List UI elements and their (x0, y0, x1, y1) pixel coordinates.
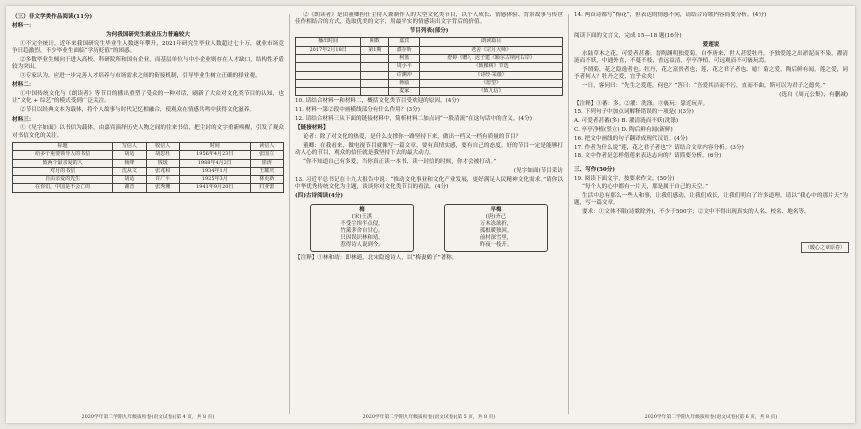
question: 12. 请结合材料三从下面的链接材料中，简析材料二加点词“一股清流”在这句话中的含义。(4分) (295, 116, 532, 123)
table-cell: 1925年3月 (179, 176, 250, 184)
poem-section-title: (四)古诗阅读(4分) (295, 193, 344, 200)
table-cell (361, 71, 389, 79)
question: 16. 把文中画线的句子翻译成现代汉语。(4分) (574, 135, 688, 142)
table-cell: 周小平 (389, 63, 420, 71)
table-cell: 张兆和 (146, 167, 179, 175)
table-cell: 舒婷《赠》，迟子建《额尔古纳河右岸》 (420, 54, 563, 62)
table-cell: 归亚蕾 (250, 184, 283, 192)
letters-table (12, 142, 284, 193)
material-label: 材料三： (12, 116, 35, 123)
table-cell: 钱瑗 (146, 159, 179, 167)
table-header: 时间 (179, 142, 250, 150)
prompt-quote: “每个人的心中都有一片天，那是属于自己的天空。” (582, 184, 708, 191)
paragraph: ②节目以经典文本为载体，将个人故事与时代记忆相融合，使观众在情感共鸣中获得文化滋养。 (20, 107, 255, 114)
table-title: 节目列表(部分) (409, 28, 449, 35)
table-row (13, 159, 284, 167)
table-row (296, 63, 563, 71)
writing-section: 三、写作(50分) (574, 166, 616, 173)
table-cell (361, 88, 389, 96)
column-divider (568, 14, 569, 414)
column-divider (289, 14, 290, 414)
table-cell: 第1期 (361, 46, 389, 54)
table-row (13, 167, 284, 175)
table-cell: 胡思杜 (146, 151, 179, 159)
poems-box (295, 204, 563, 252)
option-row: C. 亭亭净植(竖立) D. 陶后鲜有闻(新鲜) (574, 127, 673, 134)
table-cell: 1988年4月2日 (179, 159, 250, 167)
page-footer: 2020学年第二学期九年级质检卷(语文试卷)(第 5 页，共 8 页) (362, 415, 496, 420)
table-cell: 《诗经·采薇》 (420, 71, 563, 79)
quote-source: (见字如面)节目采访 (513, 167, 563, 174)
table-cell: 对月的书信 (13, 167, 113, 175)
page-column-4 (12, 12, 284, 409)
table-cell (296, 88, 361, 96)
table-cell: 许渊冲 (389, 71, 420, 79)
table-cell: 《致儿信》 (420, 88, 563, 96)
table-cell: 自由亲爱的先生 (13, 176, 113, 184)
poem-line: 只因误识林和靖， (340, 234, 384, 241)
quote: “你不知道自己有多爱，当你真正读一本书、读一封信的时候，你才会被打动。” (303, 159, 497, 166)
poem-title: 梅 (359, 206, 365, 213)
table-header: 嘉宾 (389, 38, 420, 46)
table-cell: 杨绛 (113, 159, 146, 167)
paragraph: ①不完全统计，近年来我国研究生毕业生人数逐年攀升，2021年研究生毕业人数超过七十万，就业市场竞争日趋激烈，不少毕业生面临“学历贬值”的困惑。 (12, 40, 284, 55)
table-cell: 徐涛 (250, 159, 283, 167)
table-cell: 《致橡树》节选 (420, 63, 563, 71)
table-cell: 致两个最亲爱的人 (13, 159, 113, 167)
table-row (296, 54, 563, 62)
table-cell: 王耀庆 (250, 167, 283, 175)
link-label: 【链接材料】 (295, 125, 329, 132)
table-row (296, 79, 563, 87)
table-cell: 蒋励 (389, 79, 420, 87)
table-cell: 1956年4月23日 (179, 151, 250, 159)
poem-card (444, 204, 548, 252)
table-header: 读信人 (250, 142, 283, 150)
stamp-label: （暖心之章原卷） (801, 242, 849, 253)
table-cell: 许广平 (146, 176, 179, 184)
table-cell (296, 79, 361, 87)
poem-line: 孤根暖独回。 (479, 227, 513, 234)
table-cell (361, 79, 389, 87)
question: 15. 下列句子中加点词解释错误的一项是( )(3分) (574, 109, 694, 116)
table-cell: 在你们，中国是不会亡的 (13, 184, 113, 192)
question: 13. 习近平总书记在十九大报告中说：“推动文化事业和文化产业发展，更好满足人民精神文化需求。”请你以中华优秀传统文化为主题，谈谈你对文化类节目的看法。(4分) (295, 176, 563, 190)
program-table (295, 37, 563, 96)
poem-line: 不受尘埃半点侵， (340, 220, 384, 227)
table-cell: 麦家 (389, 88, 420, 96)
table-row (296, 88, 563, 96)
table-header: 收信人 (146, 142, 179, 150)
option-row: A. 可爱者甚蕃(多) B. 濯清涟而不妖(洗涤) (574, 118, 679, 125)
note: 【注释】①林和靖：即林逋，北宋隐逸诗人，以“梅妻鹤子”著称。 (295, 254, 458, 261)
table-cell: 张秀珊 (146, 184, 179, 192)
page-footer: 2020学年第二学期九年级质检卷(语文试卷)(第 4 页，共 8 页) (81, 415, 215, 420)
table-row (13, 176, 284, 184)
notes: 【注释】①蕃：多。②濯：洗涤。③亵玩：靠近玩弄。 (574, 100, 709, 107)
table-header: 标题 (13, 142, 113, 150)
page-column-5 (295, 12, 563, 409)
paragraph: 要求：①文体不限(诗歌除外)，不少于500字；②文中不得出现真实的人名、校名、地名等。 (582, 209, 810, 216)
essay-title: 爱莲说 (702, 42, 720, 49)
material-headline: 为何我国研究生就业压力普遍较大 (106, 32, 190, 39)
table-cell: 1934年1月 (179, 167, 250, 175)
paragraph: 予谓菊，花之隐逸者也；牡丹，花之富贵者也；莲，花之君子者也。噫！菊之爱，陶后鲜有闻。莲之爱，同予者何人？牡丹之爱，宜乎众矣！ (574, 66, 848, 81)
table-cell (361, 63, 389, 71)
table-cell: 柯蓝 (389, 54, 420, 62)
section-title: （三）非文学类作品阅读(11分) (12, 14, 93, 20)
paragraph: ②《朗读者》是由董卿担任主持人兼制作人的大型文化类节目，以个人成长、情感体验、背景故事与传世佳作相结合的方式，选取优美的文字，用最平实的情感读出文字背后的价值。 (295, 12, 563, 26)
poem-line: 昨夜一枝开。 (479, 241, 513, 248)
page-footer: 2020学年第二学期九年级质检卷(语文试卷)(第 6 页，共 8 页) (644, 415, 778, 420)
question: 10. 请结合材料一和材料二，概括文化类节目受欢迎的原因。(4分) (295, 98, 460, 105)
poem-line: 惹得诗人说到今。 (340, 241, 384, 248)
table-header: 朗读篇目 (420, 38, 563, 46)
table-cell: 2017年2月18日 (296, 46, 361, 54)
table-row (296, 71, 563, 79)
table-cell: 张国立 (250, 151, 283, 159)
table-header: 写信人 (113, 142, 146, 150)
table-row (13, 184, 284, 192)
exam-sheet (6, 6, 855, 423)
table-cell: 濮存昕 (389, 46, 420, 54)
table-cell (296, 54, 361, 62)
poem-line: 前村深雪里， (479, 234, 513, 241)
question: 14. 两首诗都写“梅花”，但表达的情感不同，请结合诗歌内容简要分析。(4分) (574, 12, 767, 18)
paragraph: ①中国传统文化与《朗读者》等节目的播出重塑了受众的一种对话，刷新了大众对文化类节目的认知，也让“文化 + 综艺”的模式受到广泛关注。 (12, 91, 284, 105)
table-cell: 胡适 (113, 176, 146, 184)
paragraph: ③专家认为，应进一步完善人才培养与市场需求之间的衔接机制，引导毕业生树立正确的择业观。 (20, 73, 261, 80)
table-cell: 给多个重要领导人的书信 (13, 151, 113, 159)
paragraph: 水陆草木之花，可爱者甚蕃。晋陶渊明独爱菊。自李唐来，世人甚爱牡丹。予独爱莲之出淤泥而不染，濯清涟而不妖，中通外直，不蔓不枝，香远益清，亭亭净植，可远观而不可亵玩焉。 (574, 50, 848, 65)
material-label: 材料二： (12, 82, 35, 89)
material-label: 材料一： (12, 23, 35, 30)
table-header: 播出时间 (296, 38, 361, 46)
paragraph: 论者：除了对文化的热爱，是什么支撑你一路坚持下来，做出一档又一档有质量的节目？ (303, 134, 522, 141)
table-cell: 《愿望》 (420, 79, 563, 87)
poem-card (310, 204, 414, 252)
paragraph: 一日，客问曰：“先生之爱莲，何也？”答曰：“吾爱其洁而不污，直而不曲，斯可以为君子之德矣。” (582, 83, 826, 90)
table-cell: 沈从文 (113, 167, 146, 175)
question: 11. 材料一第②段中画横线部分有什么作用？(3分) (295, 107, 420, 114)
table-cell (296, 63, 361, 71)
table-cell: 老舍《宗月大师》 (420, 46, 563, 54)
table-row (13, 151, 284, 159)
table-cell: 谢晋 (113, 184, 146, 192)
paragraph: 生活中总有那么一些人和事，让我们感动，让我们成长，让我们明白了许多道理。请以“我心中的那片天”为题，写一篇文章。 (574, 193, 848, 207)
question: 17. 作者为什么说“莲，花之君子者也”？请结合文章内容分析。(3分) (574, 144, 744, 151)
poem-line: 万木冻欲折， (479, 220, 513, 227)
poem-title: 早梅 (490, 206, 502, 213)
question: 18. 文中作者是怎样借莲来表达志向的？请简要分析。(6分) (574, 153, 722, 160)
essay-source: (选自《周元公集》，有删减) (779, 91, 848, 98)
table-cell (361, 54, 389, 62)
paragraph: 董卿：在我看来，做电视节目就像写一篇文章，要有真情实感，要有自己的态度。好的节目一定是能够打动人心的节目，观众的信任就是我坚持下去的最大动力。 (295, 142, 563, 157)
poem-line: 竹篱茅舍自甘心。 (340, 227, 384, 234)
paragraph: ②多数毕业生倾向于进入高校、科研院所和国有企业，而基层单位与中小企业则存在人才缺口，结构性矛盾较为突出。 (12, 56, 284, 71)
table-row (296, 46, 563, 54)
reading-section: 阅读下面的文言文，完成 15—18 题(16分) (574, 33, 682, 40)
table-header: 期数 (361, 38, 389, 46)
table-cell (296, 71, 361, 79)
paragraph: ①《见字如面》以书信为载体，由嘉宾演绎历史人物之间的往来书信，把尘封的文字重新唤醒，引发了观众对书信文化的关注。 (12, 125, 284, 139)
table-cell: 1941年9月20日 (179, 184, 250, 192)
poem-author: (宋)王淇 (351, 213, 373, 220)
table-cell: 胡适 (113, 151, 146, 159)
poem-author: (唐)齐己 (485, 213, 507, 220)
question: 19. 阅读下面文字，按要求作文。(50分) (574, 175, 675, 182)
page-column-6 (574, 12, 848, 409)
table-cell: 林更新 (250, 176, 283, 184)
